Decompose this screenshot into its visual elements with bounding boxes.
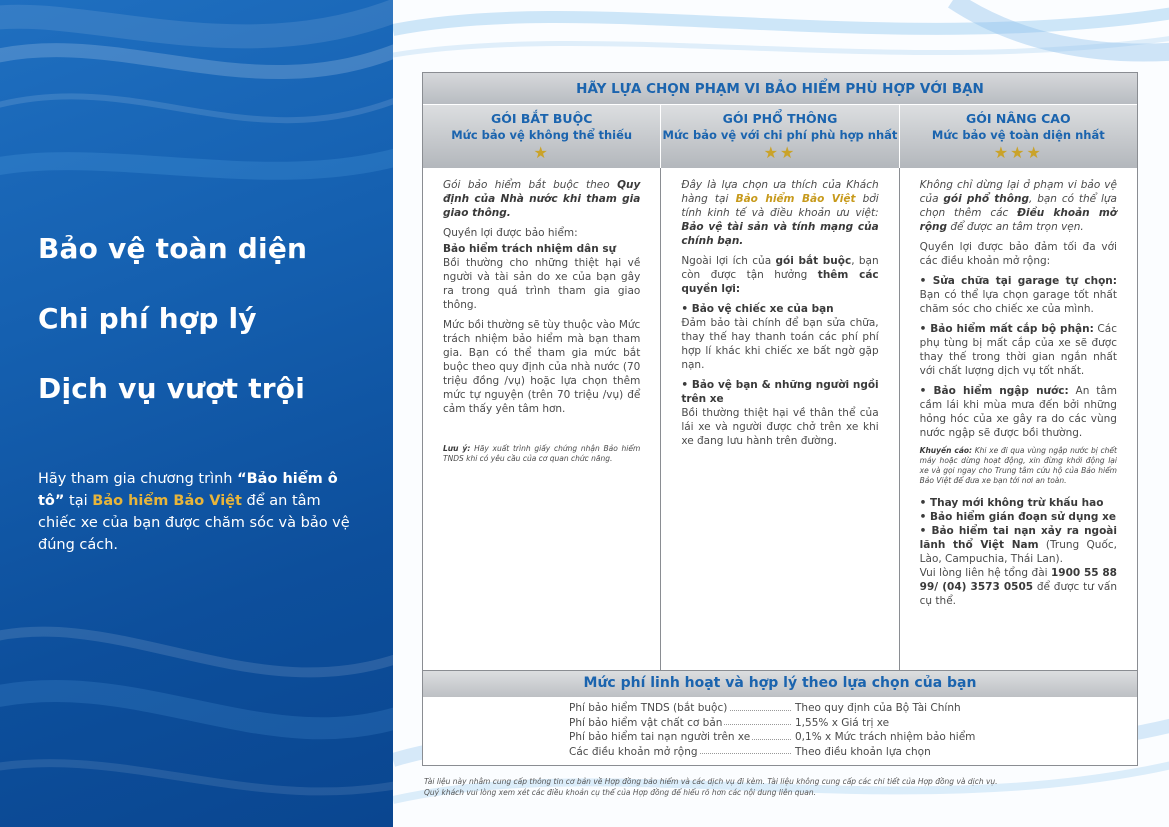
standard-details bbox=[661, 168, 899, 670]
text-bold: gói bắt buộc bbox=[775, 255, 852, 267]
tier-subtitle: Mức bảo vệ với chi phí phù hợp nhất bbox=[662, 128, 898, 142]
fee-row bbox=[569, 716, 1137, 731]
text: bởi tính kinh tế và điều khoản ưu việt: bbox=[681, 193, 879, 219]
fee-value: 1,55% x Giá trị xe bbox=[795, 716, 890, 729]
headline-1: Bảo vệ toàn diện bbox=[38, 232, 308, 265]
option-item: • Thay mới không trừ khấu hao bbox=[919, 497, 1104, 509]
fee-label: Phí bảo hiểm vật chất cơ bản bbox=[569, 716, 723, 729]
intro-part2: tại bbox=[64, 493, 93, 509]
contact-text: Vui lòng liên hệ tổng đài bbox=[919, 567, 1051, 579]
benefit-item-1 bbox=[681, 302, 878, 372]
tier-advanced bbox=[900, 105, 1137, 168]
item-text: Các phụ tùng bị mất cắp của xe sẽ được thay thế trong thời gian ngắn nhất với chất lượng dịch vụ tốt nhất. bbox=[919, 323, 1117, 377]
item-title: • Sửa chữa tại garage tự chọn: bbox=[919, 275, 1117, 287]
liability-text: Bồi thường cho những thiệt hại về người và tài sản do xe của bạn gây ra trong quá trình tham gia giao thông. bbox=[443, 257, 641, 311]
text: , bạn có thể lựa chọn thêm các bbox=[919, 193, 1117, 219]
compensation-text: Mức bồi thường sẽ tùy thuộc vào Mức trách nhiệm bảo hiểm mà bạn tham gia. Bạn có thể tham gia mức bắt buộc theo quy định của nhà nước (70 triệu đồng /vụ) hoặc lựa chọn thêm mức tự nguyện (trên 70 triệu /vụ) để cảm thấy yên tâm hơn. bbox=[443, 319, 641, 415]
item-text: Bồi thường thiệt hại về thân thể của lái xe và người được chở trên xe khi xe đang lưu hành trên đường. bbox=[681, 407, 879, 447]
item-text: An tâm cầm lái khi mùa mưa đến bởi những hỏng hóc của xe gây ra do các vùng nước ngập sẽ được bồi thường. bbox=[919, 385, 1117, 439]
headline-3: Dịch vụ vượt trội bbox=[38, 372, 306, 405]
contact-phone: 1900 55 88 99/ (04) 3573 0505 bbox=[919, 567, 1117, 593]
tier-name: GÓI PHỔ THÔNG bbox=[722, 111, 838, 126]
text-bold: Bảo vệ tài sản và tính mạng của chính bạn. bbox=[681, 221, 879, 247]
extra-benefits bbox=[681, 254, 878, 296]
fee-value: 0,1% x Mức trách nhiệm bảo hiểm bbox=[795, 731, 976, 743]
extra-options bbox=[920, 496, 1117, 608]
text: Không chỉ dừng lại ở phạm vi bảo vệ của bbox=[919, 179, 1117, 205]
note-label: Lưu ý: bbox=[443, 444, 471, 453]
tier-basic bbox=[423, 105, 661, 168]
item-title: • Bảo hiểm ngập nước: bbox=[919, 385, 1069, 397]
option-item: • Bảo hiểm gián đoạn sử dụng xe bbox=[919, 511, 1116, 523]
intro-text bbox=[38, 468, 356, 556]
advanced-details bbox=[900, 168, 1137, 670]
fee-label: Các điều khoản mở rộng bbox=[569, 745, 698, 758]
text-bold: Điều khoản mở rộng bbox=[919, 207, 1117, 233]
star-icon: ★★★ bbox=[993, 143, 1043, 162]
headline-2: Chi phí hợp lý bbox=[38, 302, 257, 335]
note-text: Hãy xuất trình giấy chứng nhận Bảo hiểm TNDS khi có yêu cầu của cơ quan chức năng. bbox=[443, 444, 641, 463]
item-title: • Bảo vệ chiếc xe của bạn bbox=[681, 303, 834, 315]
right-panel bbox=[393, 0, 1169, 827]
warning-label: Khuyến cáo: bbox=[919, 446, 973, 455]
option-flood bbox=[920, 384, 1117, 440]
tier-name: GÓI NÂNG CAO bbox=[966, 111, 1071, 126]
basic-details bbox=[423, 168, 661, 670]
coverage-table bbox=[422, 72, 1138, 766]
left-panel bbox=[0, 0, 393, 827]
tier-name: GÓI BẮT BUỘC bbox=[490, 111, 593, 126]
option-garage bbox=[920, 274, 1117, 316]
advanced-intro bbox=[920, 178, 1117, 234]
tier-subtitle: Mức bảo vệ toàn diện nhất bbox=[931, 128, 1105, 142]
note bbox=[443, 444, 640, 464]
text-bold: Quy định của Nhà nước khi tham gia giao thông. bbox=[443, 179, 641, 219]
text: , bạn còn được tận hưởng bbox=[681, 255, 879, 281]
text: Gói bảo hiểm bắt buộc theo bbox=[443, 179, 618, 191]
option-item-text: (Trung Quốc, Lào, Campuchia, Thái Lan). bbox=[919, 539, 1117, 565]
program-name: “Bảo hiểm ô tô” bbox=[38, 471, 338, 509]
fee-label: Phí bảo hiểm TNDS (bắt buộc) bbox=[569, 702, 728, 714]
tier-header-row bbox=[423, 105, 1137, 168]
fee-row bbox=[569, 701, 1137, 716]
item-text: Đảm bảo tài chính để bạn sửa chữa, thay thế hay thanh toán các phí phí hợp lí khác khi chiếc xe bất ngờ gặp nạn. bbox=[681, 317, 879, 371]
footnote-line: Quý khách vui lòng xem xét các điều khoản cụ thể của Hợp đồng để hiểu rõ hơn các nội dung liên quan. bbox=[424, 788, 816, 797]
warning bbox=[920, 446, 1117, 486]
text-bold: gói phổ thông bbox=[943, 193, 1029, 205]
item-text: Bạn có thể lựa chọn garage tốt nhất chăm sóc cho chiếc xe của mình. bbox=[919, 289, 1117, 315]
tier-standard bbox=[661, 105, 899, 168]
intro-part1: Hãy tham gia chương trình bbox=[38, 471, 238, 487]
tier-details-row bbox=[423, 168, 1137, 670]
item-title: • Bảo hiểm mất cắp bộ phận: bbox=[919, 323, 1094, 335]
benefit-label: Quyền lợi được bảo đảm tối đa với các điều khoản mở rộng: bbox=[919, 241, 1117, 267]
fee-value: Theo điều khoản lựa chọn bbox=[795, 745, 931, 758]
standard-intro bbox=[681, 178, 878, 248]
contact-text: để được tư vấn cụ thể. bbox=[919, 581, 1117, 607]
option-item: • Bảo hiểm tai nạn xảy ra ngoài lãnh thổ Việt Nam bbox=[919, 525, 1117, 551]
benefit-item-2 bbox=[681, 378, 878, 448]
footnote-line: Tài liệu này nhằm cung cấp thông tin cơ bản về Hợp đồng bảo hiểm và các dịch vụ đi kèm. Tài liệu không cung cấp các chi tiết của Hợp đồng và dịch vụ. bbox=[424, 777, 998, 786]
fee-value: Theo quy định của Bộ Tài Chính bbox=[795, 702, 961, 714]
fee-row bbox=[569, 730, 1137, 745]
tier-subtitle: Mức bảo vệ không thể thiếu bbox=[451, 128, 633, 142]
fee-row bbox=[569, 745, 1137, 760]
brand-name: Bảo hiểm Bảo Việt bbox=[92, 493, 242, 509]
liability-block bbox=[443, 242, 640, 312]
benefit-label: Quyền lợi được bảo hiểm: bbox=[443, 227, 578, 239]
basic-intro bbox=[443, 178, 640, 220]
fees-title: Mức phí linh hoạt và hợp lý theo lựa chọn của bạn bbox=[423, 670, 1137, 697]
item-title: • Bảo vệ bạn & những người ngồi trên xe bbox=[681, 379, 879, 405]
text: Ngoài lợi ích của bbox=[681, 255, 776, 267]
footnote bbox=[424, 776, 1134, 798]
star-icon: ★★ bbox=[763, 143, 797, 162]
intro-part3: để an tâm chiếc xe của bạn được chăm sóc và bảo vệ đúng cách. bbox=[38, 493, 350, 553]
table-title: HÃY LỰA CHỌN PHẠM VI BẢO HIỂM PHÙ HỢP VỚI BẠN bbox=[423, 73, 1137, 105]
liability-title: Bảo hiểm trách nhiệm dân sự bbox=[443, 243, 617, 255]
brand-name: Bảo hiểm Bảo Việt bbox=[735, 193, 856, 205]
text-bold: thêm các quyền lợi: bbox=[681, 269, 879, 295]
option-theft bbox=[920, 322, 1117, 378]
text: để được an tâm trọn vẹn. bbox=[947, 221, 1084, 233]
fee-label: Phí bảo hiểm tai nạn người trên xe bbox=[569, 731, 751, 743]
headlines bbox=[38, 232, 307, 442]
star-icon: ★ bbox=[533, 143, 550, 162]
warning-text: Khi xe đi qua vùng ngập nước bị chết máy hoặc dừng hoạt động, xin đừng khởi động lại xe và gọi ngay cho Trung tâm cứu hộ của Bảo hiểm Bảo Việt để đưa xe bạn tới nơi an toàn. bbox=[919, 446, 1117, 485]
fees-list bbox=[423, 697, 1137, 759]
text: Đây là lựa chọn ưa thích của Khách hàng tại bbox=[681, 179, 879, 205]
